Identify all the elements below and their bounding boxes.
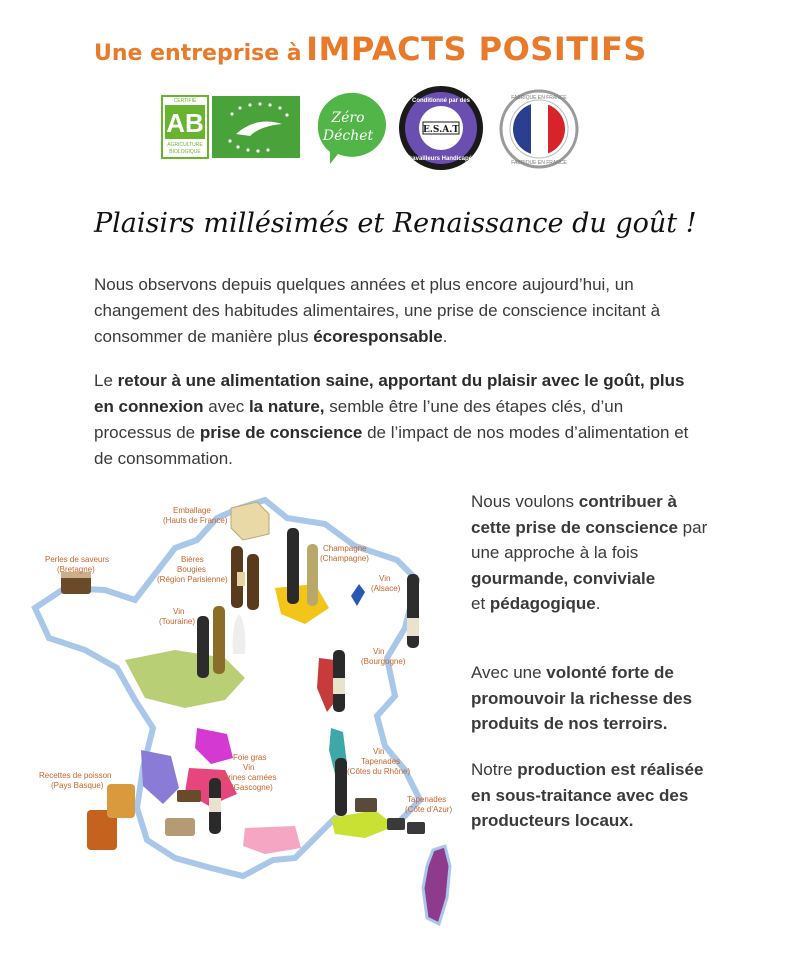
ab-line2: BIOLOGIQUE (169, 149, 201, 155)
text-span: Le (94, 371, 118, 390)
text-span: semble être l’une des étapes clés, d’un processus de (94, 397, 624, 442)
ab-bio-logo (162, 96, 208, 158)
label-foie-terrines: terrines carnées (219, 773, 277, 782)
label-champagne: Champagne (323, 544, 367, 553)
label-poisson: Recettes de poisson (39, 771, 112, 780)
label-vin-bourgogne-sub: (Bourgogne) (361, 657, 406, 666)
perles-jar-icon (61, 572, 91, 594)
bold-span: contribuer à cette prise de conscience (471, 492, 678, 537)
fabrique-top: FABRIQUE EN FRANCE (511, 95, 567, 101)
label-poisson-sub: (Pays Basque) (51, 781, 104, 790)
label-vin-alsace-sub: (Alsace) (371, 584, 401, 593)
text-span: Nous voulons (471, 492, 579, 511)
bold-span: volonté forte de promouvoir la richesse des produits de nos terroirs. (471, 663, 693, 733)
emballage-box-icon (231, 502, 269, 540)
bold-span: pédagogique (489, 594, 596, 613)
headline (94, 30, 647, 68)
fabrique-bottom: FABRIQUE EN FRANCE (511, 160, 567, 166)
intro-paragraph-2 (94, 368, 694, 472)
bold-span: prise de conscience (199, 423, 363, 442)
text-span: . (442, 327, 448, 346)
label-vin-touraine: Vin (173, 607, 185, 616)
label-perles: Perles de saveurs (45, 555, 110, 564)
page-title: Plaisirs millésimés et Renaissance du goût ! (94, 208, 697, 239)
label-champagne-sub: (Champagne) (320, 554, 369, 563)
label-rhone-sub: (Côtes du Rhône) (347, 767, 411, 776)
bold-span: retour à une alimentation saine, apportant du plaisir avec le goût, plus en connexion (94, 371, 685, 416)
ab-letters: AB (166, 108, 204, 138)
zero-dechet-icon (318, 93, 386, 164)
zero-line1: Zéro (331, 110, 365, 126)
label-bougies: Bougies (177, 565, 206, 574)
text-span: de l’impact de nos modes d’alimentation et de consommation. (94, 423, 689, 468)
side-paragraph-3 (471, 757, 711, 834)
bold-span: gourmande, conviviale (471, 568, 656, 588)
label-vin-touraine-sub: (Touraine) (159, 617, 196, 626)
headline-highlight: IMPACTS POSITIFS (306, 30, 647, 68)
label-foie: Foie gras (233, 753, 267, 762)
text-span: Nous observons depuis quelques années et plus encore aujourd’hui, un changement des habitudes alimentaires, une prise de conscience incitant à consommer de manière plus (94, 275, 661, 346)
corsica-region (423, 846, 450, 924)
label-rhone-tapenades: Tapenades (361, 757, 401, 766)
alsace-bottle-icon (407, 574, 419, 648)
label-foie-vin: Vin (243, 763, 255, 772)
label-rhone-vin: Vin (373, 747, 385, 756)
esat-center-text: E.S.A.T (422, 125, 460, 135)
text-span: par une approche à la fois (471, 517, 708, 562)
zero-line2: Déchet (322, 128, 374, 144)
bold-span: production est réalisée en sous-traitance avec des producteurs locaux. (471, 760, 704, 830)
text-span: . (595, 594, 601, 613)
bold-span: écoresponsable (313, 327, 443, 346)
label-tapenades: Tapenades (407, 795, 447, 804)
esat-arc-bottom: Travailleurs Handicapés (406, 156, 476, 162)
tapenade-jars-icon (387, 818, 425, 834)
side-paragraph-2 (471, 660, 711, 737)
intro-paragraph-1 (94, 272, 694, 350)
bold-span: la nature, (248, 397, 325, 416)
label-vin-alsace: Vin (379, 574, 391, 583)
certification-logos (160, 86, 585, 172)
esat-arc-top: Conditionné par des (411, 98, 471, 104)
ab-line1: AGRICULTURE (167, 142, 203, 148)
label-bieres: Bières (181, 555, 204, 564)
france-terroir-map (25, 488, 470, 933)
fabrique-en-france-icon (501, 91, 577, 167)
text-span: Notre (471, 760, 518, 779)
label-emballage: Emballage (173, 506, 211, 515)
label-perles-sub: (Bretagne) (57, 565, 95, 574)
label-bieres-sub: (Région Parisienne) (157, 575, 228, 584)
eu-organic-leaf-icon (212, 96, 300, 158)
text-span: avec (203, 397, 249, 416)
label-tapenades-sub: (Côte d’Azur) (405, 805, 453, 814)
text-span: et (471, 594, 490, 613)
label-foie-sub: (Gascogne) (231, 783, 273, 792)
ab-top-text: CERTIFIÉ (173, 98, 197, 104)
esat-badge-icon (399, 86, 483, 170)
headline-prefix: Une entreprise à (94, 41, 302, 66)
side-paragraph-1 (471, 489, 711, 617)
bourgogne-bottle-icon (333, 650, 345, 712)
text-span: Avec une (471, 663, 547, 682)
label-emballage-sub: (Hauts de France) (163, 516, 228, 525)
label-vin-bourgogne: Vin (373, 647, 385, 656)
